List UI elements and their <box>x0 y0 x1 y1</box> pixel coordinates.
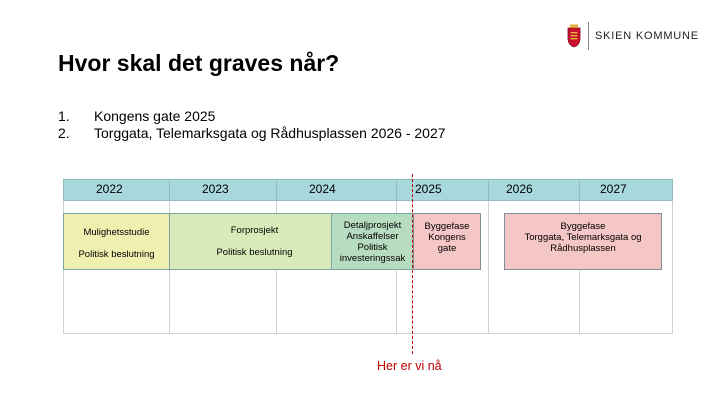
logo <box>566 22 699 50</box>
phase-line: Forprosjekt <box>230 225 279 236</box>
phase-mulighetsstudie <box>63 213 170 270</box>
phase-line: Kongens <box>428 232 466 243</box>
now-marker-line <box>412 174 413 354</box>
phase-line: Byggefase <box>424 221 470 232</box>
year-header-row <box>63 179 673 201</box>
year-cell-2027: 2027 <box>579 179 673 201</box>
phase-line: gate <box>437 243 457 254</box>
project-list <box>58 108 446 142</box>
year-cell-2022: 2022 <box>63 179 170 201</box>
list-item-number: 1. <box>58 108 70 124</box>
list-item <box>58 125 446 142</box>
grid-line <box>488 201 489 334</box>
phase-byggefase-kongens-gate <box>413 213 481 270</box>
page-title: Hvor skal det graves når? <box>58 50 340 76</box>
phase-line: Politisk <box>357 242 388 253</box>
phase-spacer <box>178 236 331 247</box>
year-cell-2024: 2024 <box>276 179 397 201</box>
list-item <box>58 108 446 125</box>
logo-divider <box>588 22 589 50</box>
phase-detaljprosjekt <box>331 213 414 270</box>
logo-text: SKIEN KOMMUNE <box>595 30 699 42</box>
phase-spacer <box>64 238 169 249</box>
phase-line: Mulighetsstudie <box>83 227 150 238</box>
phase-line: Anskaffelser <box>346 231 399 242</box>
phase-line: investeringssak <box>339 253 406 264</box>
phase-line: Torggata, Telemarksgata og <box>524 232 642 243</box>
timeline <box>63 179 673 334</box>
phase-line: Politisk beslutning <box>78 249 155 260</box>
phase-byggefase-torggata <box>504 213 662 270</box>
now-marker-label: Her er vi nå <box>377 359 442 373</box>
year-cell-2025: 2025 <box>396 179 489 201</box>
phase-forprosjekt <box>169 213 332 270</box>
coat-of-arms-icon <box>566 24 582 48</box>
phase-line: Politisk beslutning <box>216 247 293 258</box>
list-item-text: Torggata, Telemarksgata og Rådhusplassen 2026 - 2027 <box>94 125 446 141</box>
list-item-text: Kongens gate 2025 <box>94 108 216 124</box>
list-item-number: 2. <box>58 125 70 141</box>
year-cell-2026: 2026 <box>488 179 580 201</box>
phase-line: Rådhusplassen <box>550 243 616 254</box>
phase-line: Detaljprosjekt <box>343 220 402 231</box>
year-cell-2023: 2023 <box>169 179 277 201</box>
phase-line: Byggefase <box>560 221 606 232</box>
